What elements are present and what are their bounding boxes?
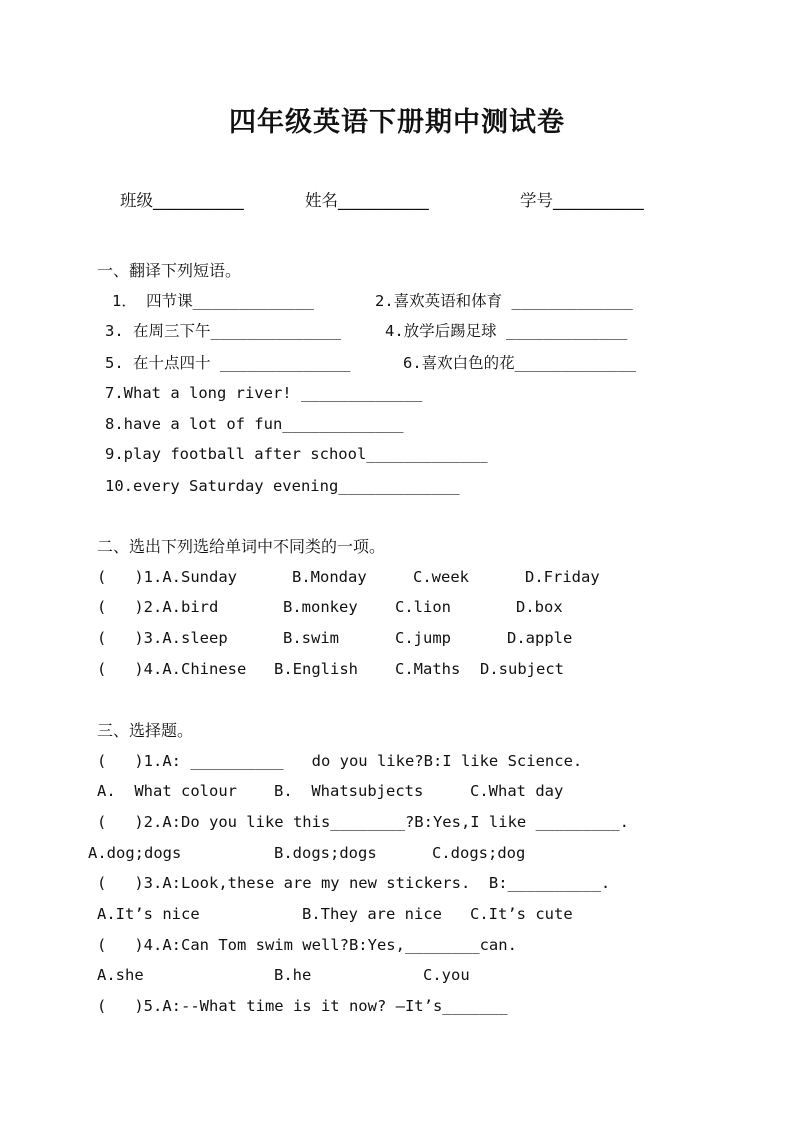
section-1-item: 5. 在十点四十 ______________ [105, 354, 351, 372]
section-3-option: C.dogs;dog [432, 844, 526, 862]
section-3-option: B.They are nice [302, 905, 442, 923]
section-1-item: 9.play football after school_____________ [105, 445, 488, 463]
section-3-option: B.he [274, 966, 312, 984]
section-2-option: B.Monday [292, 568, 367, 586]
section-3-option: C.you [423, 966, 470, 984]
section-2-question: ( )4.A.Chinese [97, 660, 247, 678]
section-3-option: B.dogs;dogs [274, 844, 377, 862]
section-2-option: B.English [274, 660, 358, 678]
section-1-item: 6.喜欢白色的花_____________ [403, 354, 636, 372]
section-1-item: 2.喜欢英语和体育 _____________ [375, 292, 633, 310]
section-2-option: D.subject [480, 660, 564, 678]
section-1-item: 1． 四节课_____________ [112, 292, 314, 310]
name-field: 姓名___________ [305, 191, 429, 210]
section-2-heading: 二、选出下列选给单词中不同类的一项。 [97, 537, 386, 556]
section-2-option: C.Maths [395, 660, 461, 678]
section-1-item: 8.have a lot of fun_____________ [105, 415, 404, 433]
section-3-question: ( )5.A:--What time is it now? –It’s_______ [97, 997, 508, 1015]
section-2-question: ( )1.A.Sunday [97, 568, 237, 586]
section-1-heading: 一、翻译下列短语。 [97, 261, 242, 280]
student-number-field: 学号___________ [520, 191, 644, 210]
section-3-option: C.It’s cute [470, 905, 573, 923]
class-field: 班级___________ [120, 191, 244, 210]
section-2-option: C.jump [395, 629, 451, 647]
section-1-item: 10.every Saturday evening_____________ [105, 477, 460, 495]
section-2-question: ( )3.A.sleep [97, 629, 228, 647]
page-title: 四年级英语下册期中测试卷 [229, 107, 565, 138]
section-2-option: D.box [516, 598, 563, 616]
section-3-question: ( )4.A:Can Tom swim well?B:Yes,________can. [97, 936, 517, 954]
section-3-option: A.It’s nice [97, 905, 200, 923]
section-3-heading: 三、选择题。 [97, 721, 194, 740]
section-2-question: ( )2.A.bird [97, 598, 219, 616]
section-2-option: C.lion [395, 598, 451, 616]
section-3-option: C.What day [470, 782, 564, 800]
section-3-question: ( )1.A: __________ do you like?B:I like Science. [97, 752, 583, 770]
section-3-question: ( )2.A:Do you like this________?B:Yes,I like _________. [97, 813, 629, 831]
section-2-option: D.Friday [525, 568, 600, 586]
section-3-question: ( )3.A:Look,these are my new stickers. B:__________. [97, 874, 611, 892]
section-2-option: B.monkey [283, 598, 358, 616]
section-2-option: C.week [413, 568, 469, 586]
section-1-item: 7.What a long river! _____________ [105, 384, 423, 402]
section-3-option: A. What colour [97, 782, 237, 800]
section-3-option: B. Whatsubjects [274, 782, 424, 800]
section-3-option: A.she [97, 966, 144, 984]
section-3-option: A.dog;dogs [88, 844, 182, 862]
section-1-item: 3. 在周三下午______________ [105, 322, 342, 340]
section-2-option: B.swim [283, 629, 339, 647]
section-1-item: 4.放学后踢足球 _____________ [385, 322, 628, 340]
section-2-option: D.apple [507, 629, 573, 647]
